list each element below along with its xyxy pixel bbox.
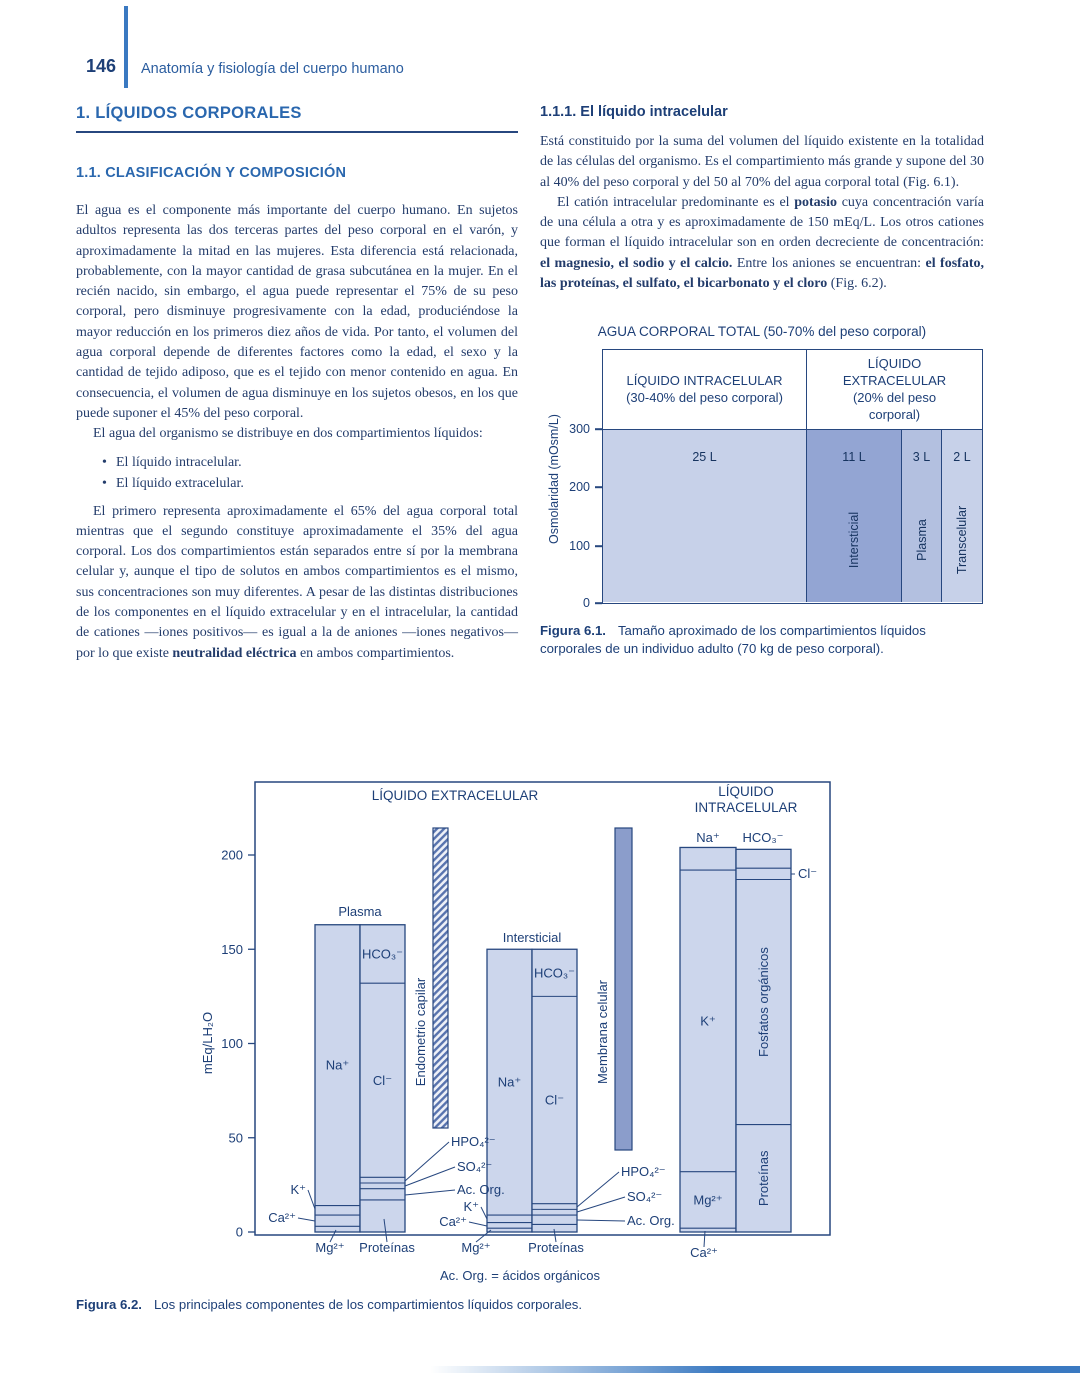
volume-label: 2 L xyxy=(953,450,971,465)
text-run: El primero representa aproximadamente el 65% del agua corporal total mientras que el segundo constituye aproximadamente el 35% del agua corporal. Los dos compartimientos están separados entre sí por la membrana celular y, aunque el tipo de solutos en ambos compartimientos es el mismo, sus concentraciones son muy diferentes. A pesar de las distintas distribuciones de los componentes en el líquido extracelular y en el intracelular, la cantidad de cationes —iones positivos— es igual a la de aniones —iones negativos— por lo que existe xyxy=(76,503,518,661)
section-title: LÍQUIDO EXTRACELULAR xyxy=(371,788,539,803)
section-title: INTRACELULAR xyxy=(694,800,798,815)
ion-label: K⁺ xyxy=(290,1182,306,1197)
y-axis-label: Osmolaridad (mOsm/L) xyxy=(547,414,561,545)
y-tick-label: 50 xyxy=(228,1130,243,1146)
ion-label: HPO₄²⁻ xyxy=(621,1164,666,1179)
right-column xyxy=(540,104,984,658)
list-item-text: El líquido intracelular. xyxy=(116,454,242,470)
footer-rule xyxy=(430,1366,1080,1373)
list-item-text: El líquido extracelular. xyxy=(116,476,244,492)
ion-label: Ac. Org. xyxy=(627,1213,675,1228)
ion-label: Ca²⁺ xyxy=(268,1210,296,1225)
volume-label: 11 L xyxy=(842,450,866,465)
y-tick-label: 200 xyxy=(221,847,243,863)
caption-text: Tamaño aproximado de los compartimientos líquidos corporales de un individuo adulto (70 kg de peso corporal). xyxy=(540,623,926,657)
compartment-box xyxy=(602,349,983,604)
running-title: Anatomía y fisiología del cuerpo humano xyxy=(141,61,404,77)
group-label: Intersticial xyxy=(502,930,562,945)
caption-label: Figura 6.2. xyxy=(76,1297,142,1312)
paragraph xyxy=(540,193,984,294)
list-item xyxy=(102,473,518,495)
extracellular-header xyxy=(807,350,982,429)
ion-label: Ca²⁺ xyxy=(439,1214,467,1229)
ion-label: Ca²⁺ xyxy=(690,1245,718,1260)
paragraph: El agua del organismo se distribuye en dos compartimientos líquidos: xyxy=(93,426,483,442)
text-run: (Fig. 6.2). xyxy=(827,276,887,292)
barrier-label: Endometrio capilar xyxy=(413,977,428,1087)
ion-label: Ac. Org. xyxy=(457,1182,505,1197)
paragraph: El agua es el componente más importante del cuerpo humano. En sujetos adultos representa las dos terceras partes del peso corporal en el varón, y aproximadamente la mitad en las mujeres. Esta diferencia está relacionada, probablemente, con la mayor cantidad de grasa subcutánea en la mujer. En el recién nacido, sin embargo, el agua puede representar el 75% de su peso corporal, pero disminuye progresivamente con la edad, produciéndose la mayor reducción en los primeros diez años de vida. Por tanto, el volumen del agua corporal depende de diferentes factores como la edad, el sexo y la cantidad de tejido adiposo, que es el tejido con menor contenido en agua. En consecuencia, el volumen de agua disminuye en los sujetos obesos, en los que puede suponer el 45% del peso corporal. xyxy=(76,203,518,421)
bar-intersticial-anions xyxy=(532,949,577,1232)
bullet-list xyxy=(76,452,518,495)
ion-label: Proteínas xyxy=(756,1150,771,1207)
barrier-hatched xyxy=(433,828,448,1128)
y-tick-label: 0 xyxy=(583,596,590,611)
ion-label: HCO₃⁻ xyxy=(742,830,784,845)
figure-6-1-diagram xyxy=(540,349,984,611)
bold-text-run: potasio xyxy=(794,194,838,210)
bold-text-run: neutralidad eléctrica xyxy=(172,645,297,661)
ion-label: Mg²⁺ xyxy=(461,1240,491,1255)
subsection-heading: 1.1. CLASIFICACIÓN Y COMPOSICIÓN xyxy=(76,165,347,181)
text-run: en ambos compartimientos. xyxy=(296,645,455,661)
y-tick-mark xyxy=(595,429,602,431)
figure-6-1-caption xyxy=(540,622,984,658)
ion-label: Cl⁻ xyxy=(544,1092,565,1108)
figure-6-2-caption xyxy=(76,1296,876,1314)
ion-label: SO₄²⁻ xyxy=(457,1159,493,1174)
transcellular-strip xyxy=(942,430,982,602)
figure-footnote: Ac. Org. = ácidos orgánicos xyxy=(439,1268,601,1283)
ion-label: Fosfatos orgánicos xyxy=(756,947,771,1057)
ion-label: Na⁺ xyxy=(497,1074,522,1090)
y-tick-label: 150 xyxy=(221,941,243,957)
y-tick-mark xyxy=(595,487,602,489)
ion-label: HPO₄²⁻ xyxy=(451,1134,496,1149)
text-run: Entre los aniones se encuentran: xyxy=(732,255,926,271)
ion-label: Cl⁻ xyxy=(798,866,818,881)
ion-label: Proteínas xyxy=(528,1240,584,1255)
y-tick-label: 100 xyxy=(569,539,590,554)
caption-label: Figura 6.1. xyxy=(540,623,606,639)
page-number: 146 xyxy=(86,56,117,76)
intracellular-area xyxy=(603,430,807,602)
bold-text-run: el fosfato, las proteínas, el sulfato, el bicarbonato y el cloro xyxy=(540,255,984,292)
group-label: Plasma xyxy=(338,904,382,919)
y-axis-label: mEq/LH₂O xyxy=(200,1011,215,1075)
extracellular-name: LÍQUIDO EXTRACELULAR xyxy=(842,356,947,388)
ion-label: Na⁺ xyxy=(696,830,720,845)
figure-6-1-title xyxy=(540,324,984,339)
paragraph xyxy=(76,502,518,664)
bullet-glyph: • xyxy=(102,454,107,470)
text-run: El catión intracelular predominante es el xyxy=(557,194,795,210)
bar-intracelular-cations xyxy=(680,847,736,1232)
y-tick-label: 100 xyxy=(221,1036,243,1051)
caption-text: Los principales componentes de los compartimientos líquidos corporales. xyxy=(153,1297,583,1312)
strip-label: Intersticial xyxy=(847,512,861,569)
y-tick-mark xyxy=(595,546,602,548)
intracellular-header xyxy=(603,350,807,429)
paragraph: Está constituido por la suma del volumen del líquido existente en la totalidad de las células del organismo. Es el compartimiento más grande y supone del 30 al 40% del peso corporal y del 50 al 70% del agua corporal total (Fig. 6.1). xyxy=(540,134,984,190)
strip-label: Plasma xyxy=(914,519,929,562)
section-heading: 1. LÍQUIDOS CORPORALES xyxy=(76,104,518,133)
bar-plasma-cations xyxy=(315,925,360,1232)
left-column xyxy=(76,104,518,664)
intracellular-name: LÍQUIDO INTRACELULAR xyxy=(626,372,783,388)
ion-label: SO₄²⁻ xyxy=(627,1189,663,1204)
volume-label: 25 L xyxy=(692,450,717,465)
ion-label: K⁺ xyxy=(463,1199,479,1214)
figure-6-2-chart xyxy=(190,770,870,1265)
figure-title-sub: (50-70% del peso corporal) xyxy=(759,324,927,340)
figure-6-2 xyxy=(190,770,870,1300)
compartment-body-row xyxy=(603,430,982,602)
y-tick-label: 200 xyxy=(569,480,590,495)
ion-label: HCO₃⁻ xyxy=(361,946,404,962)
subsubsection-heading: 1.1.1. El líquido intracelular xyxy=(540,104,728,120)
volume-label: 3 L xyxy=(912,450,931,465)
section-title: LÍQUIDO xyxy=(718,784,774,799)
bullet-glyph: • xyxy=(102,476,107,492)
ion-label: K⁺ xyxy=(700,1013,716,1029)
y-tick-mark xyxy=(595,603,602,605)
bold-text-run: el magnesio, el sodio y el calcio. xyxy=(540,255,733,271)
y-tick-label: 300 xyxy=(569,422,590,437)
text-run: cuya concentración varía de una célula a otra y es aproximadamente de 150 mEq/L. Los otros cationes que forman el líquido intracelular son en orden decreciente de concentración: xyxy=(540,194,985,251)
ion-label: Proteínas xyxy=(359,1240,415,1255)
ion-label: HCO₃⁻ xyxy=(533,965,576,981)
barrier-solid xyxy=(615,828,632,1150)
interstitial-strip xyxy=(807,430,902,602)
ion-label: Cl⁻ xyxy=(372,1072,393,1088)
list-item xyxy=(102,452,518,474)
extracellular-pct: (20% del peso corporal) xyxy=(852,389,937,422)
y-tick-label: 0 xyxy=(235,1224,243,1240)
strip-label: Transcelular xyxy=(955,506,969,575)
plasma-strip xyxy=(902,430,942,602)
figure-6-1 xyxy=(540,324,984,658)
intracellular-pct: (30-40% del peso corporal) xyxy=(626,389,783,405)
ion-label: Na⁺ xyxy=(325,1057,350,1073)
header-divider-bar xyxy=(124,6,128,88)
compartment-header-row xyxy=(603,350,982,430)
ion-label: Mg²⁺ xyxy=(693,1192,723,1208)
barrier-label: Membrana celular xyxy=(595,979,610,1085)
figure-title-main: AGUA CORPORAL TOTAL xyxy=(597,324,760,340)
ion-label: Mg²⁺ xyxy=(315,1240,345,1255)
